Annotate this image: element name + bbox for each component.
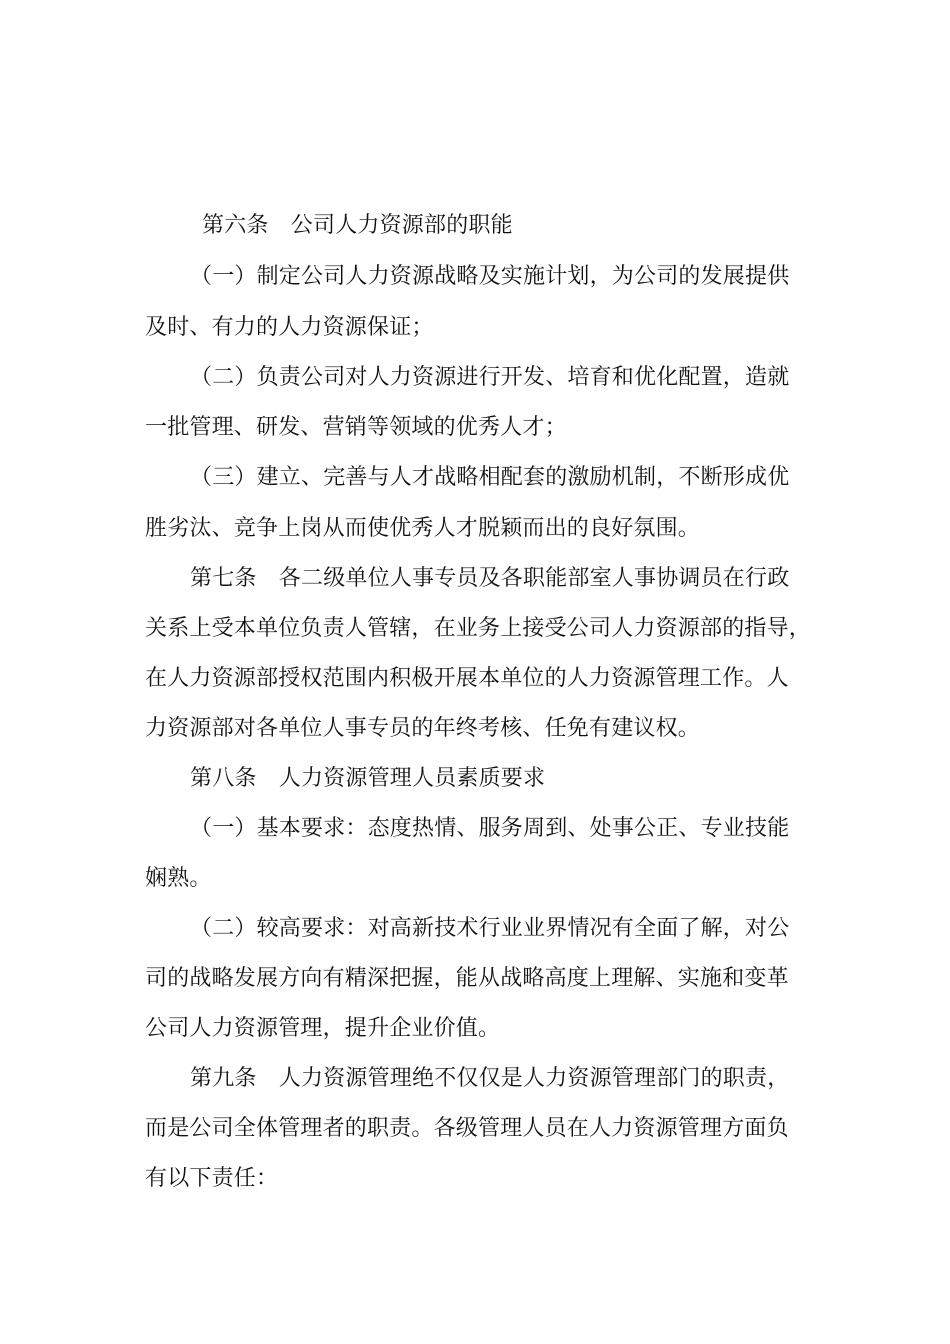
article-7-line-2: 关系上受本单位负责人管辖，在业务上接受公司人力资源部的指导， [145, 616, 812, 641]
article-8-heading: 第八条 人力资源管理人员素质要求 [190, 766, 546, 791]
article-6-heading: 第六条 公司人力资源部的职能 [202, 213, 513, 238]
article-6-item-3-line-1: （三）建立、完善与人才战略相配套的激励机制，不断形成优 [190, 465, 790, 490]
article-7-line-4: 力资源部对各单位人事专员的年终考核、任免有建议权。 [145, 716, 701, 741]
article-8-item-2-line-3: 公司人力资源管理，提升企业价值。 [145, 1016, 501, 1041]
article-8-item-2-line-1: （二）较高要求：对高新技术行业业界情况有全面了解，对公 [190, 916, 790, 941]
article-9-line-1: 第九条 人力资源管理绝不仅仅是人力资源管理部门的职责， [190, 1066, 790, 1091]
article-9-line-2: 而是公司全体管理者的职责。各级管理人员在人力资源管理方面负 [145, 1116, 789, 1141]
article-7-line-1: 第七条 各二级单位人事专员及各职能部室人事协调员在行政 [190, 566, 790, 591]
article-7-line-3: 在人力资源部授权范围内积极开展本单位的人力资源管理工作。人 [145, 666, 789, 691]
article-6-item-1-line-1: （一）制定公司人力资源战略及实施计划，为公司的发展提供 [190, 264, 790, 289]
article-6-item-2-line-1: （二）负责公司对人力资源进行开发、培育和优化配置，造就 [190, 365, 790, 390]
article-6-item-1-line-2: 及时、有力的人力资源保证； [145, 315, 434, 340]
article-9-line-3: 有以下责任： [145, 1166, 279, 1191]
article-8-item-1-line-2: 娴熟。 [145, 866, 212, 891]
article-8-item-2-line-2: 司的战略发展方向有精深把握，能从战略高度上理解、实施和变革 [145, 966, 789, 991]
article-8-item-1-line-1: （一）基本要求：态度热情、服务周到、处事公正、专业技能 [190, 816, 790, 841]
article-6-item-3-line-2: 胜劣汰、竞争上岗从而使优秀人才脱颖而出的良好氛围。 [145, 516, 701, 541]
article-6-item-2-line-2: 一批管理、研发、营销等领域的优秀人才； [145, 415, 567, 440]
